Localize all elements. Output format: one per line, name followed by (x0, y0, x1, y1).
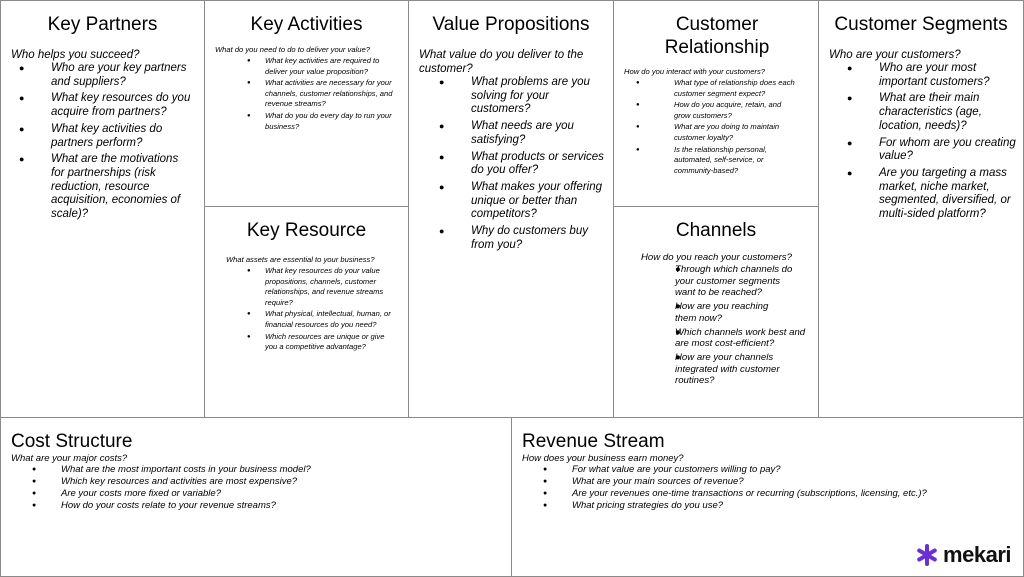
customer-segments-question: Who are your customers? (829, 49, 961, 61)
list-item: ● How are you reaching them now? (614, 301, 810, 324)
key-partners-question: Who helps you succeed? (11, 49, 140, 61)
customer-segments-title: Customer Segments (834, 14, 1008, 35)
revenue-stream-list (522, 464, 1023, 512)
key-resource-list (225, 266, 393, 353)
list-item: ● How do your costs relate to your revenue streams? (11, 500, 511, 512)
list-item: ● What are your main sources of revenue? (522, 476, 1023, 488)
list-item: ● Who are your key partners and suppliers? (1, 62, 191, 89)
list-item: ● What makes your offering unique or better than competitors? (421, 181, 611, 222)
logo-text: mekari (943, 542, 1011, 567)
customer-relationship-title: Customer Relationship (664, 14, 770, 58)
channels-title: Channels (675, 220, 757, 241)
key-partners-list (1, 62, 191, 222)
customer-segments-list (829, 62, 1019, 222)
key-resource-question: What assets are essential to your business? (226, 255, 375, 264)
channels-question: How do you reach your customers? (641, 252, 792, 263)
key-partners-block (0, 0, 205, 418)
key-activities-title: Key Activities (250, 14, 363, 35)
cost-structure-title: Cost Structure (11, 431, 133, 452)
list-item: ● Which channels work best and are most cost-efficient? (614, 327, 810, 350)
list-item: ● Who are your most important customers? (829, 62, 1019, 89)
list-item: ● What key resources do you acquire from partners? (1, 92, 191, 119)
list-item: ● What needs are you satisfying? (421, 120, 611, 147)
customer-segments-block (818, 0, 1024, 418)
key-resource-block (204, 206, 409, 418)
channels-list (614, 264, 810, 387)
list-item: ● What key activities do partners perform? (1, 123, 191, 150)
list-item: ● What are their main characteristics (age, location, needs)? (829, 92, 1019, 133)
list-item: ● For whom are you creating value? (829, 137, 1019, 164)
customer-relationship-question: How do you interact with your customers? (624, 67, 765, 76)
list-item: ● For what value are your customers willing to pay? (522, 464, 1023, 476)
list-item: ● How are your channels integrated with customer routines? (614, 352, 810, 387)
value-propositions-list (421, 76, 611, 252)
list-item: ● Which key resources and activities are most expensive? (11, 476, 511, 488)
mekari-star-icon (915, 543, 939, 567)
list-item: ● What are the motivations for partnerships (risk reduction, resource acquisition, economies of scale)? (1, 153, 191, 222)
customer-relationship-block (613, 0, 819, 207)
list-item: ● Why do customers buy from you? (421, 225, 611, 252)
revenue-stream-question: How does your business earn money? (522, 453, 684, 464)
list-item: ● What physical, intellectual, human, or financial resources do you need? (225, 309, 393, 330)
list-item: ● Are your costs more fixed or variable? (11, 488, 511, 500)
list-item: ● Is the relationship personal, automated, self-service, or community-based? (614, 145, 809, 177)
list-item: ● What products or services do you offer? (421, 151, 611, 178)
key-activities-list (225, 56, 393, 132)
list-item: ● What do you do every day to run your business? (225, 111, 393, 132)
key-activities-question: What do you need to do to deliver your value? (215, 45, 370, 54)
revenue-stream-title: Revenue Stream (522, 431, 665, 452)
channels-block (613, 206, 819, 418)
key-resource-title: Key Resource (246, 220, 367, 241)
cost-structure-question: What are your major costs? (11, 453, 128, 464)
cost-structure-block (0, 417, 512, 577)
revenue-stream-block (511, 417, 1024, 577)
list-item: ● What are the most important costs in your business model? (11, 464, 511, 476)
list-item: ● Which resources are unique or give you a competitive advantage? (225, 332, 393, 353)
list-item: ● What problems are you solving for your customers? (421, 76, 611, 117)
list-item: ● What activities are necessary for your channels, customer relationships, and revenue streams? (225, 78, 393, 110)
list-item: ● What key resources do your value propositions, channels, customer relationships, and revenue streams require? (225, 266, 393, 308)
key-activities-block (204, 0, 409, 207)
list-item: ● What type of relationship does each customer segment expect? (614, 78, 809, 99)
list-item: ● Are your revenues one-time transactions or recurring (subscriptions, licensing, etc.)? (522, 488, 1023, 500)
list-item: ● What key activities are required to deliver your value proposition? (225, 56, 393, 77)
list-item: ● How do you acquire, retain, and grow customers? (614, 100, 809, 121)
cost-structure-list (11, 464, 511, 512)
value-propositions-title: Value Propositions (432, 14, 590, 35)
value-propositions-question: What value do you deliver to the customer? (419, 49, 584, 75)
customer-relationship-list (614, 78, 809, 176)
mekari-logo (915, 542, 1011, 568)
value-propositions-block (408, 0, 614, 418)
list-item: ● Are you targeting a mass market, niche market, segmented, diversified, or multi-sided platform? (829, 167, 1019, 222)
list-item: ● Through which channels do your customer segments want to be reached? (614, 264, 810, 299)
key-partners-title: Key Partners (47, 14, 158, 35)
list-item: ● What pricing strategies do you use? (522, 500, 1023, 512)
list-item: ● What are you doing to maintain customer loyalty? (614, 122, 809, 143)
